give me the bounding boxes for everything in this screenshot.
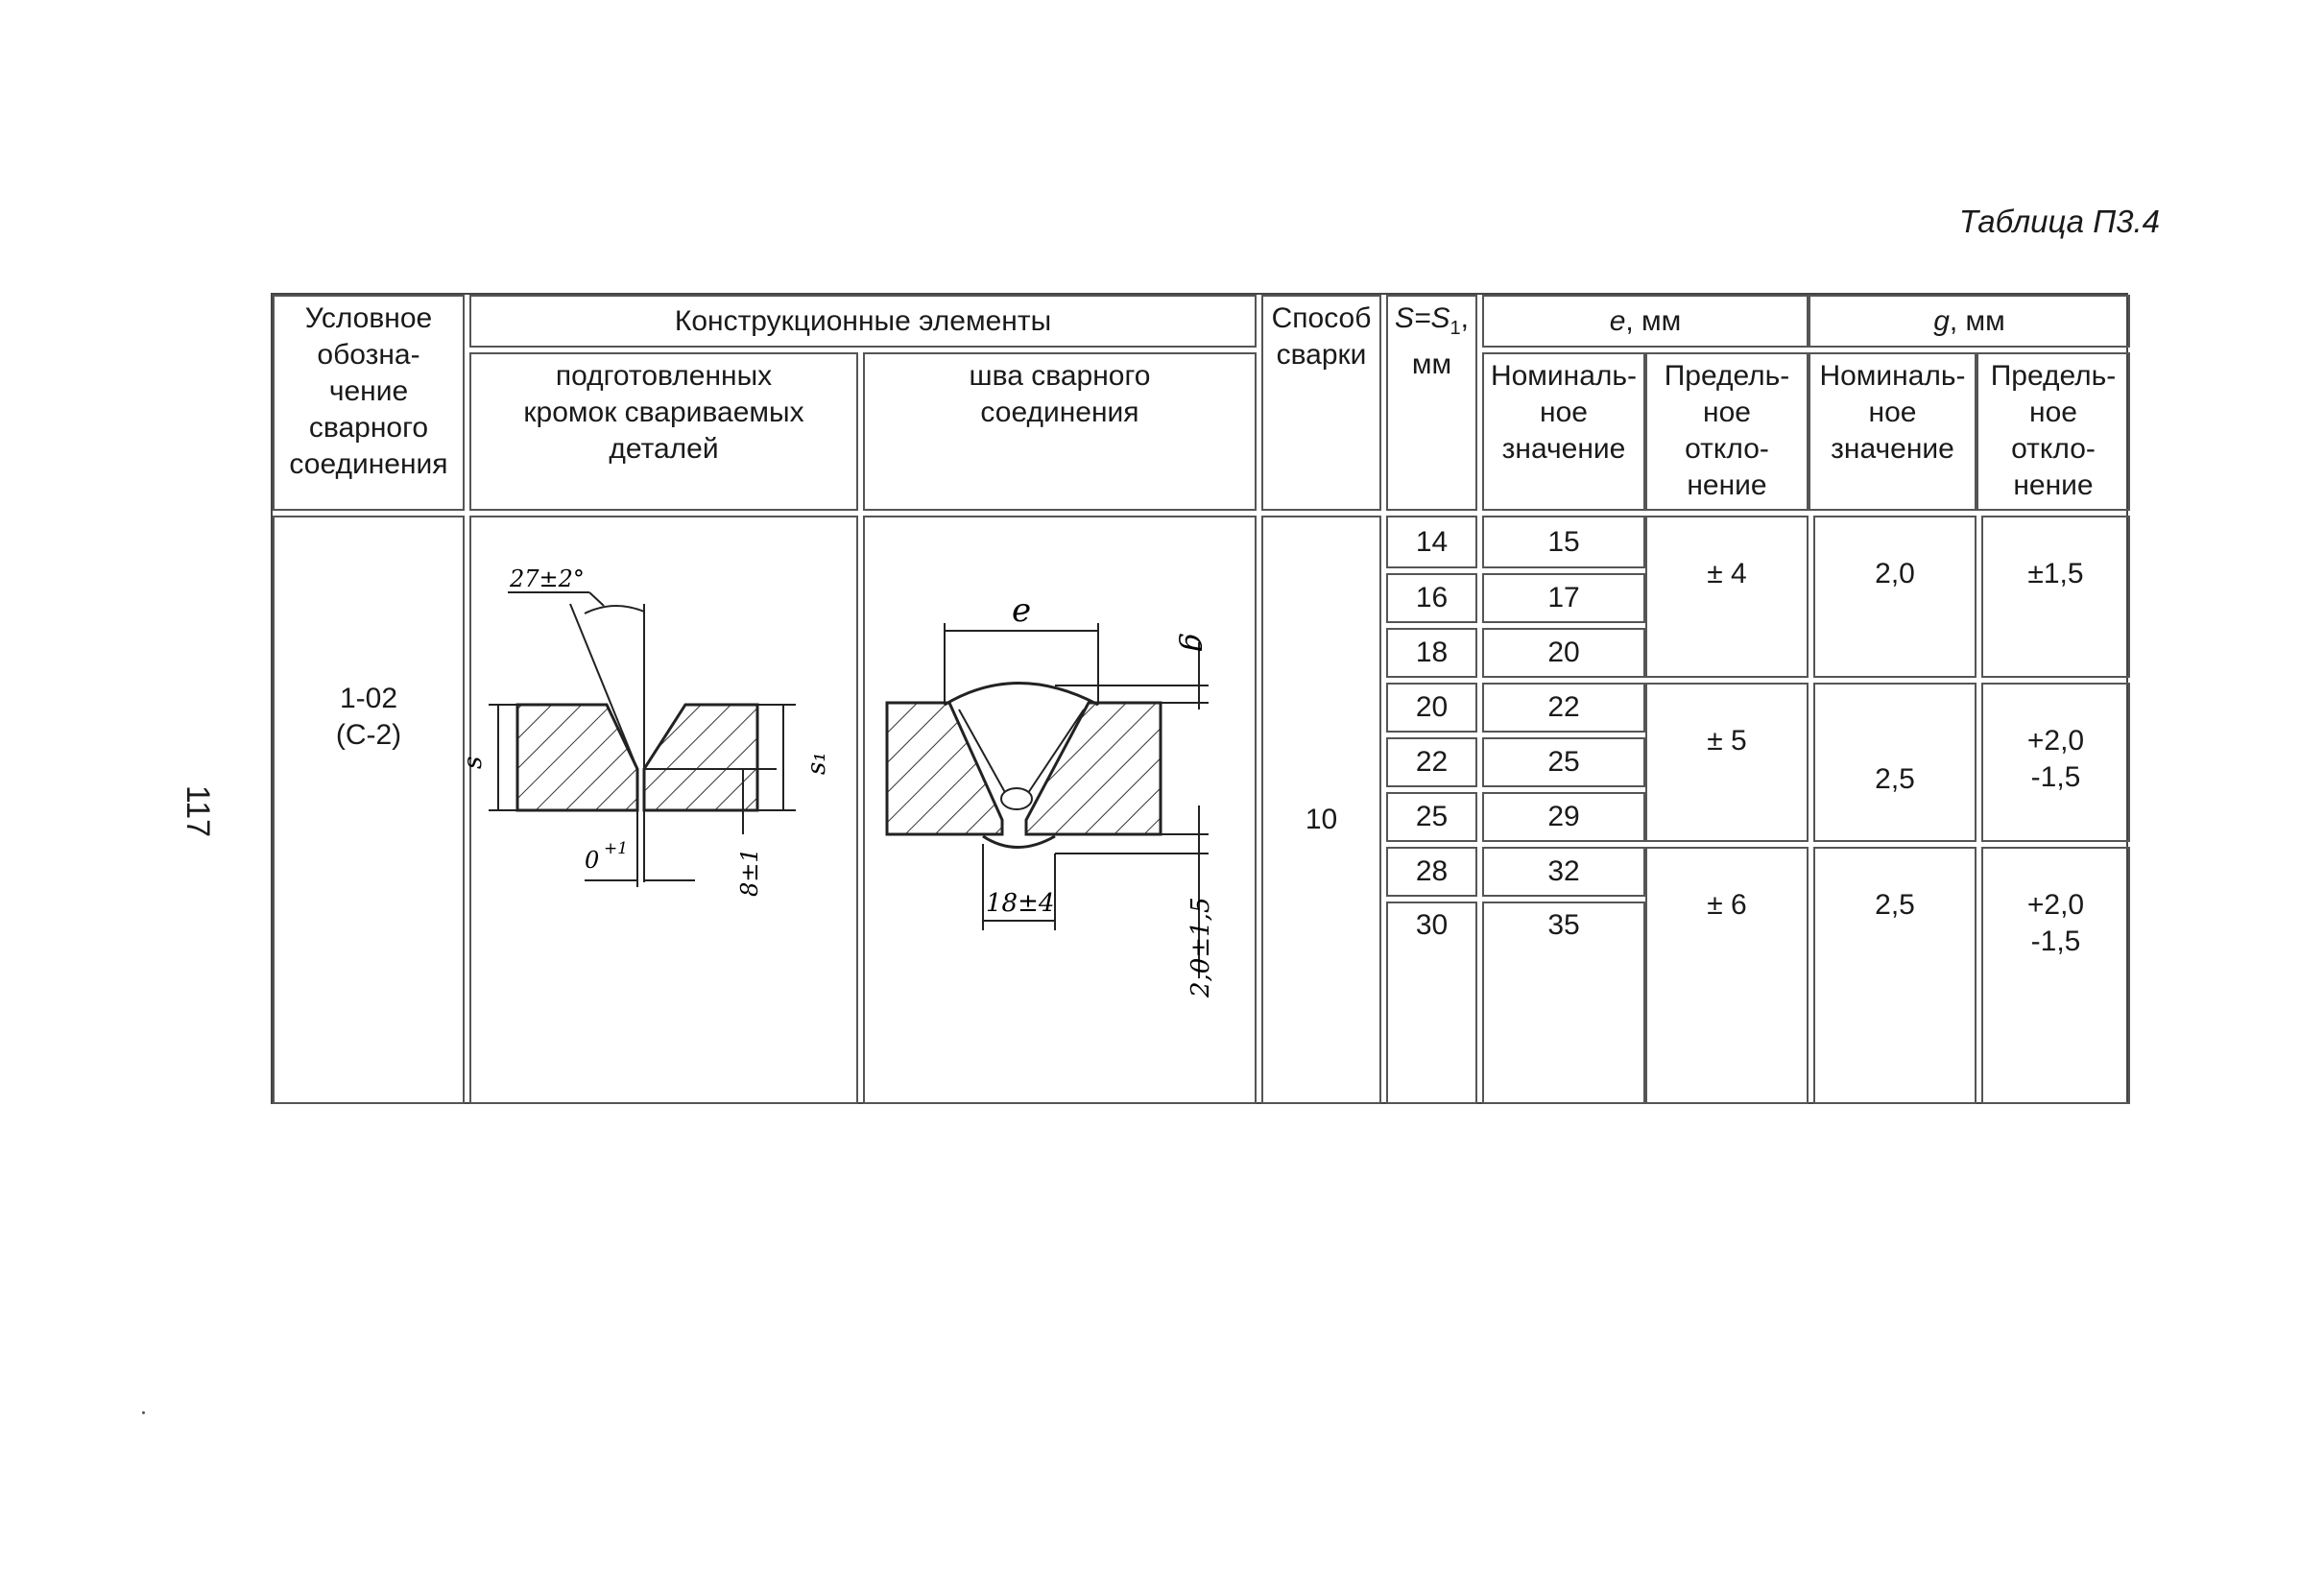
header-thickness-unit: мм bbox=[1411, 349, 1452, 380]
thickness-value: 20 bbox=[1415, 691, 1449, 723]
header-method-line: Способ bbox=[1271, 302, 1372, 334]
header-prepared-edges-line: кромок свариваемых bbox=[523, 397, 804, 428]
e-unit: , мм bbox=[1625, 304, 1682, 337]
e-nominal-value: 22 bbox=[1547, 691, 1580, 723]
g-nominal-value: 2,5 bbox=[1875, 889, 1915, 921]
method-cell bbox=[1261, 516, 1381, 1104]
g-deviation-group bbox=[1981, 847, 2130, 1104]
e-nominal-value: 32 bbox=[1547, 855, 1580, 887]
dimension-gap-tolerance: +1 bbox=[604, 839, 629, 858]
dimension-e: e bbox=[1012, 591, 1032, 630]
thickness-row bbox=[1386, 573, 1477, 623]
header-prepared-edges bbox=[469, 352, 858, 511]
e-nominal-row bbox=[1482, 573, 1645, 623]
g-deviation-value: ±1,5 bbox=[2027, 558, 2084, 589]
g-nominal-value: 2,5 bbox=[1875, 763, 1915, 795]
header-designation-line: Условное bbox=[304, 302, 433, 334]
header-e-label bbox=[1610, 303, 1682, 340]
dimension-bevel-angle: 27±2° bbox=[510, 565, 585, 592]
header-thickness bbox=[1386, 295, 1477, 511]
header-nominal-line: значение bbox=[1501, 433, 1626, 465]
g-deviation-value: +2,0 bbox=[2026, 725, 2085, 757]
page-number: 117 bbox=[180, 784, 216, 838]
e-deviation-value: ± 4 bbox=[1707, 558, 1747, 589]
header-weld-seam bbox=[863, 352, 1257, 511]
header-welding-method bbox=[1261, 295, 1381, 511]
scan-dot bbox=[142, 1411, 145, 1414]
header-weld-seam-line: соединения bbox=[980, 397, 1139, 428]
header-e-nominal bbox=[1482, 352, 1645, 511]
header-designation-line: соединения bbox=[289, 448, 448, 480]
thickness-row bbox=[1386, 847, 1477, 897]
e-nominal-row bbox=[1482, 902, 1645, 1104]
e-nominal-value: 20 bbox=[1547, 637, 1580, 668]
e-nominal-row bbox=[1482, 737, 1645, 787]
e-nominal-value: 29 bbox=[1547, 801, 1580, 832]
e-nominal-row bbox=[1482, 516, 1645, 568]
g-deviation-value: -1,5 bbox=[2030, 761, 2081, 793]
header-deviation-line: откло- bbox=[1685, 433, 1769, 465]
header-g-deviation bbox=[1977, 352, 2130, 511]
e-deviation-group bbox=[1645, 516, 1809, 678]
thickness-value: 25 bbox=[1415, 801, 1449, 832]
dimension-root-face: 8±1 bbox=[736, 848, 763, 897]
dimension-s1: s₁ bbox=[803, 752, 831, 775]
header-thickness-symbol bbox=[1395, 301, 1469, 347]
g-symbol: g bbox=[1933, 304, 1950, 337]
e-nominal-value: 25 bbox=[1547, 746, 1580, 778]
e-nominal-value: 17 bbox=[1547, 582, 1580, 613]
header-nominal-line: Номиналь- bbox=[1490, 360, 1638, 392]
edge-preparation-drawing bbox=[459, 517, 858, 1106]
e-nominal-value: 35 bbox=[1547, 909, 1580, 941]
header-deviation-line: ное bbox=[2029, 397, 2077, 428]
dimension-g: g bbox=[1178, 633, 1214, 653]
right-plate bbox=[644, 705, 757, 810]
thickness-row bbox=[1386, 628, 1477, 678]
header-weld-seam-line: шва сварного bbox=[969, 360, 1151, 392]
header-deviation-line: откло- bbox=[2011, 433, 2096, 465]
left-welded-plate bbox=[887, 703, 1002, 834]
dimension-gap: 0 bbox=[585, 847, 600, 874]
e-nominal-value: 15 bbox=[1547, 525, 1580, 558]
weld-seam-drawing bbox=[863, 517, 1257, 1106]
thickness-value: 22 bbox=[1415, 746, 1449, 778]
e-deviation-value: ± 6 bbox=[1707, 889, 1747, 921]
g-nominal-value: 2,0 bbox=[1875, 558, 1915, 589]
method-value: 10 bbox=[1305, 803, 1338, 835]
dimension-root-width: 18±4 bbox=[986, 889, 1055, 918]
header-deviation-line: Предель- bbox=[1664, 360, 1790, 392]
table-caption: Таблица П3.4 bbox=[1958, 204, 2160, 239]
e-symbol: е bbox=[1609, 304, 1626, 337]
dimension-s: s bbox=[459, 756, 488, 769]
g-deviation-group bbox=[1981, 683, 2130, 842]
e-deviation-value: ± 5 bbox=[1707, 725, 1747, 757]
header-g bbox=[1809, 295, 2130, 348]
header-structural-elements bbox=[469, 295, 1257, 348]
header-e bbox=[1482, 295, 1809, 348]
header-deviation-line: нение bbox=[1687, 469, 1767, 501]
g-deviation-group bbox=[1981, 516, 2130, 678]
seam-drawing-cell bbox=[863, 516, 1257, 1104]
header-e-deviation bbox=[1645, 352, 1809, 511]
right-welded-plate bbox=[1026, 703, 1161, 834]
header-g-nominal bbox=[1809, 352, 1977, 511]
welding-table bbox=[271, 293, 2128, 1104]
left-plate bbox=[517, 705, 637, 810]
thickness-row bbox=[1386, 516, 1477, 568]
header-nominal-line: Номиналь- bbox=[1819, 360, 1966, 392]
g-deviation-value: -1,5 bbox=[2030, 926, 2081, 957]
thickness-comma: , bbox=[1460, 302, 1469, 334]
header-nominal-line: ное bbox=[1540, 397, 1588, 428]
thickness-symbol: S=S bbox=[1394, 302, 1450, 334]
e-nominal-row bbox=[1482, 683, 1645, 733]
e-nominal-row bbox=[1482, 628, 1645, 678]
thickness-value: 18 bbox=[1415, 637, 1449, 668]
g-nominal-group bbox=[1813, 847, 1977, 1104]
designation-code: 1-02 bbox=[339, 683, 398, 714]
dimension-root-reinforcement: 2,0±1,5 bbox=[1186, 897, 1215, 998]
thickness-value: 30 bbox=[1415, 909, 1449, 941]
edges-drawing-cell bbox=[459, 516, 858, 1104]
g-deviation-value: +2,0 bbox=[2026, 889, 2085, 921]
thickness-row bbox=[1386, 902, 1477, 1104]
weld-root bbox=[983, 836, 1055, 848]
header-designation-line: сварного bbox=[308, 412, 429, 444]
designation-gost: (С-2) bbox=[335, 719, 402, 751]
header-nominal-line: значение bbox=[1831, 433, 1954, 465]
g-unit: , мм bbox=[1949, 304, 2005, 337]
thickness-row bbox=[1386, 792, 1477, 842]
e-nominal-row bbox=[1482, 792, 1645, 842]
header-method-line: сварки bbox=[1276, 339, 1367, 371]
header-prepared-edges-line: подготовленных bbox=[555, 360, 773, 392]
thickness-row bbox=[1386, 737, 1477, 787]
header-nominal-line: ное bbox=[1868, 397, 1917, 428]
header-structural-elements-text: Конструкционные элементы bbox=[674, 304, 1052, 337]
header-designation bbox=[273, 295, 465, 511]
header-deviation-line: нение bbox=[2013, 469, 2094, 501]
e-deviation-group bbox=[1645, 683, 1809, 842]
thickness-value: 16 bbox=[1415, 582, 1449, 613]
header-designation-line: обозна- bbox=[317, 339, 420, 371]
e-nominal-row bbox=[1482, 847, 1645, 897]
thickness-subscript: 1 bbox=[1450, 318, 1461, 339]
designation-cell bbox=[273, 516, 465, 1104]
g-nominal-group bbox=[1813, 516, 1977, 678]
header-prepared-edges-line: деталей bbox=[609, 433, 719, 465]
thickness-value: 28 bbox=[1415, 855, 1449, 887]
thickness-row bbox=[1386, 683, 1477, 733]
e-deviation-group bbox=[1645, 847, 1809, 1104]
thickness-value: 14 bbox=[1415, 525, 1449, 558]
header-g-label bbox=[1933, 303, 2005, 340]
header-deviation-line: Предель- bbox=[1990, 360, 2117, 392]
header-deviation-line: ное bbox=[1703, 397, 1751, 428]
header-designation-line: чение bbox=[328, 375, 409, 407]
g-nominal-group bbox=[1813, 683, 1977, 842]
